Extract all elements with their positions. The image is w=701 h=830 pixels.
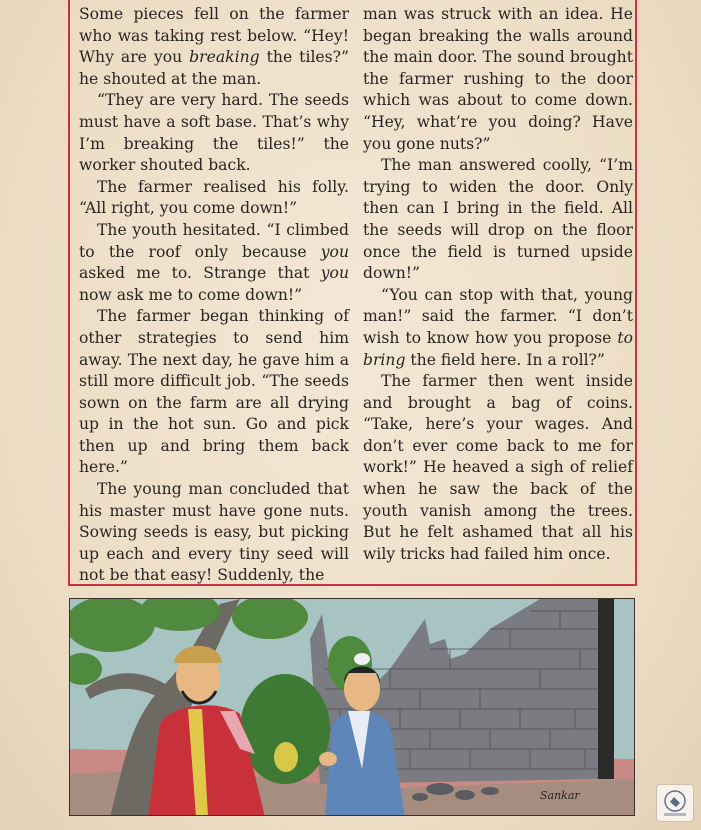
right-paragraph-1: man was struck with an idea. He began breaking the walls around the main door. The sound brought the farmer rushing to the door which was about to come down. “Hey, what’re you doing? Have you gone nuts?” — [363, 5, 633, 153]
illustration-scene — [70, 599, 635, 816]
right-paragraph-2: The man answered coolly, “I’m trying to widen the door. Only then can I bring in the field. All the seeds will drop on the floor once the field is turned upside down!” — [363, 156, 633, 283]
library-stamp-logo — [656, 784, 694, 822]
story-right-column — [363, 4, 633, 565]
wall-edge — [598, 599, 614, 779]
left-paragraph-5: The farmer began thinking of other strategies to send him away. The next day, he gave him a still more difficult job. “The seeds sown on the farm are all drying up in the hot sun. Go and pick then up and bring them back here.” — [79, 307, 349, 477]
right-paragraph-4: The farmer then went inside and brought a bag of coins. “Take, here’s your wages. And don’t ever come back to me for work!” He heaved a sigh of relief when he saw the back of the youth vanish among the trees. But he felt ashamed that all his wily tricks had failed him once. — [363, 372, 633, 563]
left-paragraph-1: Some pieces fell on the farmer who was taking rest below. “Hey! Why are you breaking the tiles?” he shouted at the man. — [79, 5, 349, 88]
story-text-frame — [68, 0, 637, 586]
stamp-icon — [660, 788, 690, 818]
left-paragraph-6: The young man concluded that his master must have gone nuts. Sowing seeds is easy, but picking up each and every tiny seed will not be that easy! Suddenly, the — [79, 480, 349, 585]
story-left-column — [79, 4, 349, 587]
left-paragraph-3: The farmer realised his folly. “All right, you come down!” — [79, 177, 349, 218]
story-illustration — [69, 598, 635, 816]
artist-signature: Sankar — [540, 789, 580, 802]
left-paragraph-2: “They are very hard. The seeds must have a soft base. That’s why I’m breaking the tiles!” the worker shouted back. — [79, 91, 349, 175]
right-paragraph-3: “You can stop with that, young man!” said the farmer. “I don’t wish to know how you propose to bring the field here. In a roll?” — [363, 285, 633, 369]
left-paragraph-4: The youth hesitated. “I climbed to the roof only because you asked me to. Strange that you now ask me to come down!” — [79, 220, 349, 304]
